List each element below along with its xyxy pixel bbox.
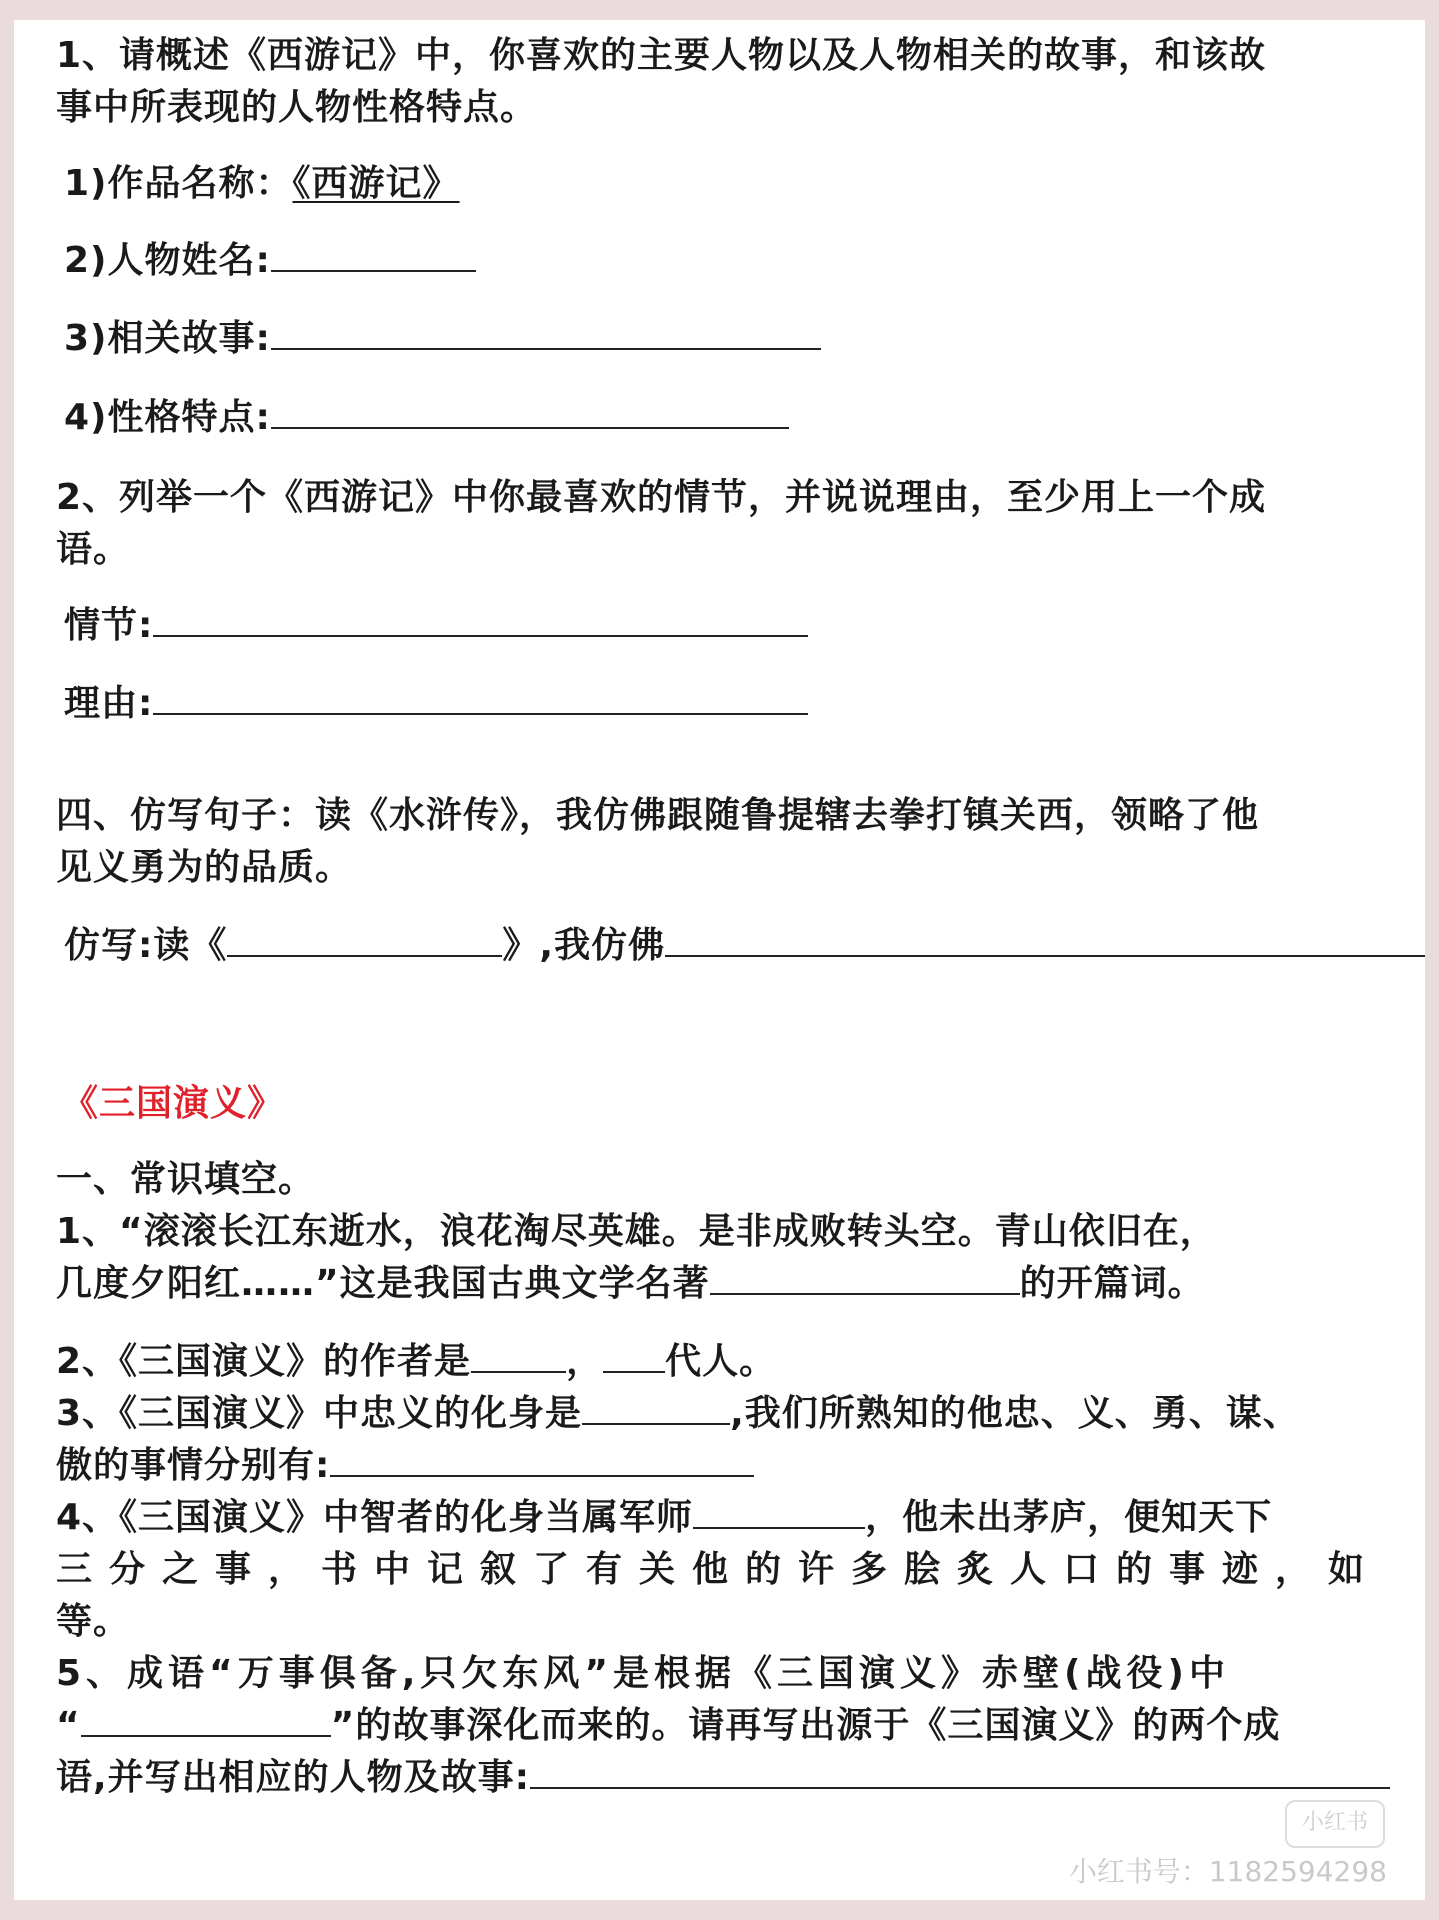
field-work-name-label: 1)作品名称：: [64, 163, 293, 204]
field-plot: [64, 600, 808, 652]
imitation-line2: 见义勇为的品质。: [56, 847, 353, 888]
xiyouji-q2-line2: 语。: [56, 529, 131, 570]
field-reason-label: 理由:: [64, 683, 154, 724]
xiyouji-q1-line2: 事中所表现的人物性格特点。: [56, 87, 538, 128]
sanguo-q3-line1-a: 3、《三国演义》中忠义的化身是: [56, 1393, 583, 1434]
sanguo-q1-line1: 1、“滚滚长江东逝水，浪花淘尽英雄。是非成败转头空。青山依旧在，: [56, 1211, 1217, 1252]
watermark-id: 小红书号：1182594298: [1068, 1855, 1387, 1888]
sanguo-q3-line2: [56, 1440, 754, 1492]
field-work-name-value: 《西游记》: [292, 163, 460, 204]
sanguo-q3-line2-label: 傲的事情分别有:: [56, 1445, 331, 1486]
sanguo-title: 《三国演义》: [62, 1083, 285, 1124]
sanguo-q1-line2-b: 的开篇词。: [1019, 1263, 1205, 1304]
field-work-name: [64, 158, 460, 210]
sanguo-q5-line3-label: 语,并写出相应的人物及故事:: [56, 1757, 531, 1798]
sanguo-q3-line1: [56, 1388, 1300, 1440]
sanguo-q4-line1-a: 4、《三国演义》中智者的化身当属军师: [56, 1497, 694, 1538]
field-reason: [64, 678, 808, 730]
field-personality: [64, 392, 789, 444]
field-related-story: [64, 313, 821, 365]
sanguo-q2-a: 2、《三国演义》的作者是: [56, 1341, 472, 1382]
sanguo-q5-line2-b: ”的故事深化而来的。请再写出源于《三国演义》的两个成: [330, 1705, 1281, 1746]
field-plot-label: 情节:: [64, 605, 154, 646]
story-blank[interactable]: [81, 1701, 331, 1737]
xiaohongshu-logo: 小红书: [1285, 1800, 1385, 1848]
sanguo-q5-line1: 5、成语“万事俱备,只欠东风”是根据《三国演义》赤壁(战役)中: [56, 1653, 1230, 1694]
field-character-name: [64, 235, 476, 287]
sanguo-q5-line2-a: “: [56, 1705, 81, 1746]
character-name-blank[interactable]: [271, 236, 476, 272]
xiyouji-q2-line1: 2、列举一个《西游记》中你最喜欢的情节，并说说理由，至少用上一个成: [56, 477, 1267, 518]
field-character-name-label: 2)人物姓名:: [64, 240, 271, 281]
sanguo-q2-b: ，: [566, 1341, 604, 1382]
sanguo-q4-line3: 等。: [56, 1601, 131, 1642]
classic-name-blank[interactable]: [710, 1259, 1020, 1295]
plot-blank[interactable]: [153, 601, 808, 637]
loyalty-figure-blank[interactable]: [582, 1389, 730, 1425]
deeds-blank[interactable]: [330, 1441, 754, 1477]
imitation-prefix: 仿写:读《: [64, 925, 228, 966]
field-personality-label: 4)性格特点:: [64, 397, 271, 438]
sanguo-q4-line2: 三分之事，书中记叙了有关他的许多脍炙人口的事迹，如: [56, 1549, 1382, 1590]
sanguo-q2: [56, 1336, 776, 1388]
sanguo-q4-line1-b: ，他未出茅庐，便知天下: [865, 1497, 1273, 1538]
field-related-story-label: 3)相关故事:: [64, 318, 271, 359]
sanguo-q2-c: 代人。: [665, 1341, 777, 1382]
imitation-book-blank[interactable]: [227, 921, 502, 957]
worksheet-page: [14, 20, 1425, 1900]
sanguo-q1-line2: [56, 1258, 1205, 1310]
sanguo-q5-line2: [56, 1700, 1280, 1752]
sanguo-q3-line1-b: ,我们所熟知的他忠、义、勇、谋、: [730, 1393, 1300, 1434]
imitation-answer: [64, 920, 1425, 972]
imitation-line1: 四、仿写句子：读《水浒传》，我仿佛跟随鲁提辖去拳打镇关西，领略了他: [56, 795, 1260, 836]
idioms-blank[interactable]: [530, 1753, 1390, 1789]
personality-blank[interactable]: [271, 393, 789, 429]
imitation-sentence-blank[interactable]: [665, 921, 1425, 957]
sanguo-q4-line1: [56, 1492, 1272, 1544]
strategist-blank[interactable]: [693, 1493, 865, 1529]
sanguo-q1-line2-a: 几度夕阳红……”这是我国古典文学名著: [56, 1263, 710, 1304]
imitation-middle: 》,我仿佛: [502, 925, 666, 966]
sanguo-q5-line3: [56, 1752, 1390, 1804]
reason-blank[interactable]: [153, 679, 808, 715]
dynasty-blank[interactable]: [603, 1337, 665, 1373]
related-story-blank[interactable]: [271, 314, 821, 350]
sanguo-section-heading: 一、常识填空。: [56, 1159, 316, 1200]
author-blank[interactable]: [471, 1337, 566, 1373]
xiyouji-q1-line1: 1、请概述《西游记》中，你喜欢的主要人物以及人物相关的故事，和该故: [56, 35, 1267, 76]
